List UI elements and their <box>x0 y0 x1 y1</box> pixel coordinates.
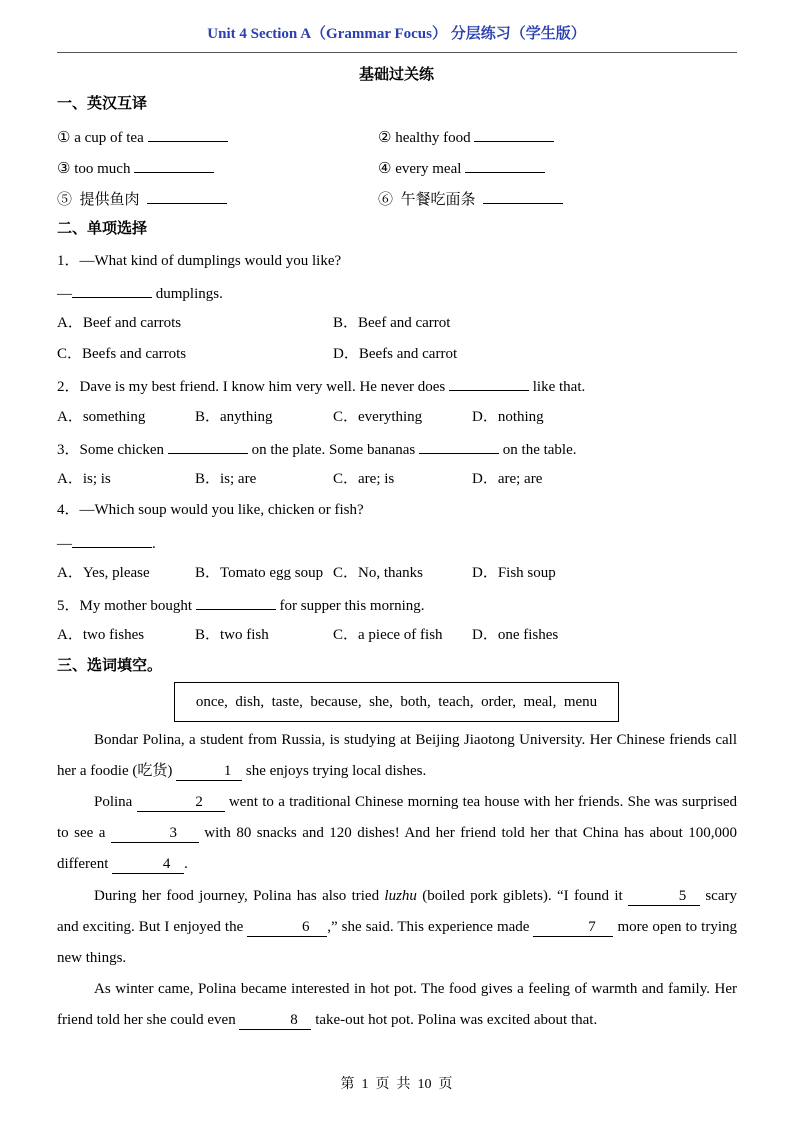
question-1-option-c: C．Beefs and carrots <box>57 346 187 362</box>
header-divider <box>57 52 737 53</box>
question-4-option-b: B．Tomato egg soup <box>195 565 324 581</box>
answer-blank <box>419 438 499 454</box>
question-1-option-d: D．Beefs and carrot <box>333 346 458 362</box>
numbered-blank-3: 3 <box>111 824 199 843</box>
answer-blank <box>465 157 545 173</box>
question-5-option-a: A．two fishes <box>57 627 145 643</box>
answer-blank <box>483 188 563 204</box>
answer-blank <box>449 375 529 391</box>
answer-blank <box>72 282 152 298</box>
question-1-option-b: B．Beef and carrot <box>333 315 451 331</box>
question-2-option-b: B．anything <box>195 409 273 425</box>
numbered-blank-2: 2 <box>137 793 225 812</box>
question-3-option-a: A．is; is <box>57 471 111 487</box>
numbered-blank-1: 1 <box>176 762 242 781</box>
document-header: Unit 4 Section A（Grammar Focus） 分层练习（学生版） <box>207 26 586 42</box>
passage-paragraph-3: During her food journey, Polina has also tried luzhu (boiled pork giblets). “I found it 5 scary and exciting. But I enjoyed the 6 ,” she said. This experience made 7 more open to trying new things. <box>57 888 737 966</box>
question-3-stem: 3．Some chicken on the plate. Some bananas on the table. <box>57 438 577 460</box>
section-heading-word-fill: 三、选词填空。 <box>57 658 163 674</box>
question-2-option-c: C．everything <box>333 409 423 425</box>
passage-paragraph-4: As winter came, Polina became interested in hot pot. The food gives a feeling of warmth and family. Her friend told her she could even 8 take-out hot pot. Polina was excited about that. <box>57 981 737 1028</box>
numbered-blank-6: 6 <box>247 918 327 937</box>
answer-blank <box>168 438 248 454</box>
passage-paragraph-1: Bondar Polina, a student from Russia, is studying at Beijing Jiaotong University. Her Chinese friends call her a foodie (吃货) 1 she enjoys trying local dishes. <box>57 732 737 779</box>
numbered-blank-8: 8 <box>239 1011 311 1030</box>
question-4-option-d: D．Fish soup <box>472 565 556 581</box>
answer-blank <box>474 126 554 142</box>
translation-item-6: ⑥ 午餐吃面条 <box>378 188 563 210</box>
passage-paragraph-2: Polina 2 went to a traditional Chinese morning tea house with her friends. She was surprised to see a 3 with 80 snacks and 120 dishes! And her friend told her that China has about 100,000 different 4 . <box>57 794 737 872</box>
page-footer: 第 1 页 共 10 页 <box>340 1077 453 1092</box>
page-title: 基础过关练 <box>358 67 434 83</box>
question-4-stem: 4．—Which soup would you like, chicken or fish? <box>57 502 364 518</box>
translation-item-2: ② healthy food <box>378 126 554 148</box>
answer-blank <box>134 157 214 173</box>
question-5-stem: 5．My mother bought for supper this morning. <box>57 594 424 616</box>
section-heading-choice: 二、单项选择 <box>57 221 148 237</box>
question-5-option-b: B．two fish <box>195 627 269 643</box>
answer-blank <box>147 188 227 204</box>
question-5-option-c: C．a piece of fish <box>333 627 443 643</box>
numbered-blank-4: 4 <box>112 855 184 874</box>
answer-blank <box>196 594 276 610</box>
translation-item-4: ④ every meal <box>378 157 545 179</box>
question-4-answer-line: — . <box>57 532 156 554</box>
question-3-option-d: D．are; are <box>472 471 543 487</box>
answer-blank <box>72 532 152 548</box>
question-1-stem: 1．—What kind of dumplings would you like? <box>57 253 342 269</box>
section-heading-translation: 一、英汉互译 <box>57 96 148 112</box>
question-2-option-d: D．nothing <box>472 409 544 425</box>
question-2-stem: 2．Dave is my best friend. I know him very well. He never does like that. <box>57 375 585 397</box>
question-5-option-d: D．one fishes <box>472 627 559 643</box>
answer-blank <box>148 126 228 142</box>
question-1-answer-line: — dumplings. <box>57 282 223 304</box>
translation-item-3: ③ too much <box>57 157 214 179</box>
translation-item-1: ① a cup of tea <box>57 126 228 148</box>
question-4-option-a: A．Yes, please <box>57 565 150 581</box>
numbered-blank-5: 5 <box>628 887 700 906</box>
numbered-blank-7: 7 <box>533 918 613 937</box>
question-4-option-c: C．No, thanks <box>333 565 424 581</box>
translation-item-5: ⑤ 提供鱼肉 <box>57 188 227 210</box>
word-bank-box: once, dish, taste, because, she, both, teach, order, meal, menu <box>174 682 619 722</box>
question-3-option-c: C．are; is <box>333 471 395 487</box>
question-2-option-a: A．something <box>57 409 146 425</box>
question-3-option-b: B．is; are <box>195 471 257 487</box>
question-1-option-a: A．Beef and carrots <box>57 315 182 331</box>
